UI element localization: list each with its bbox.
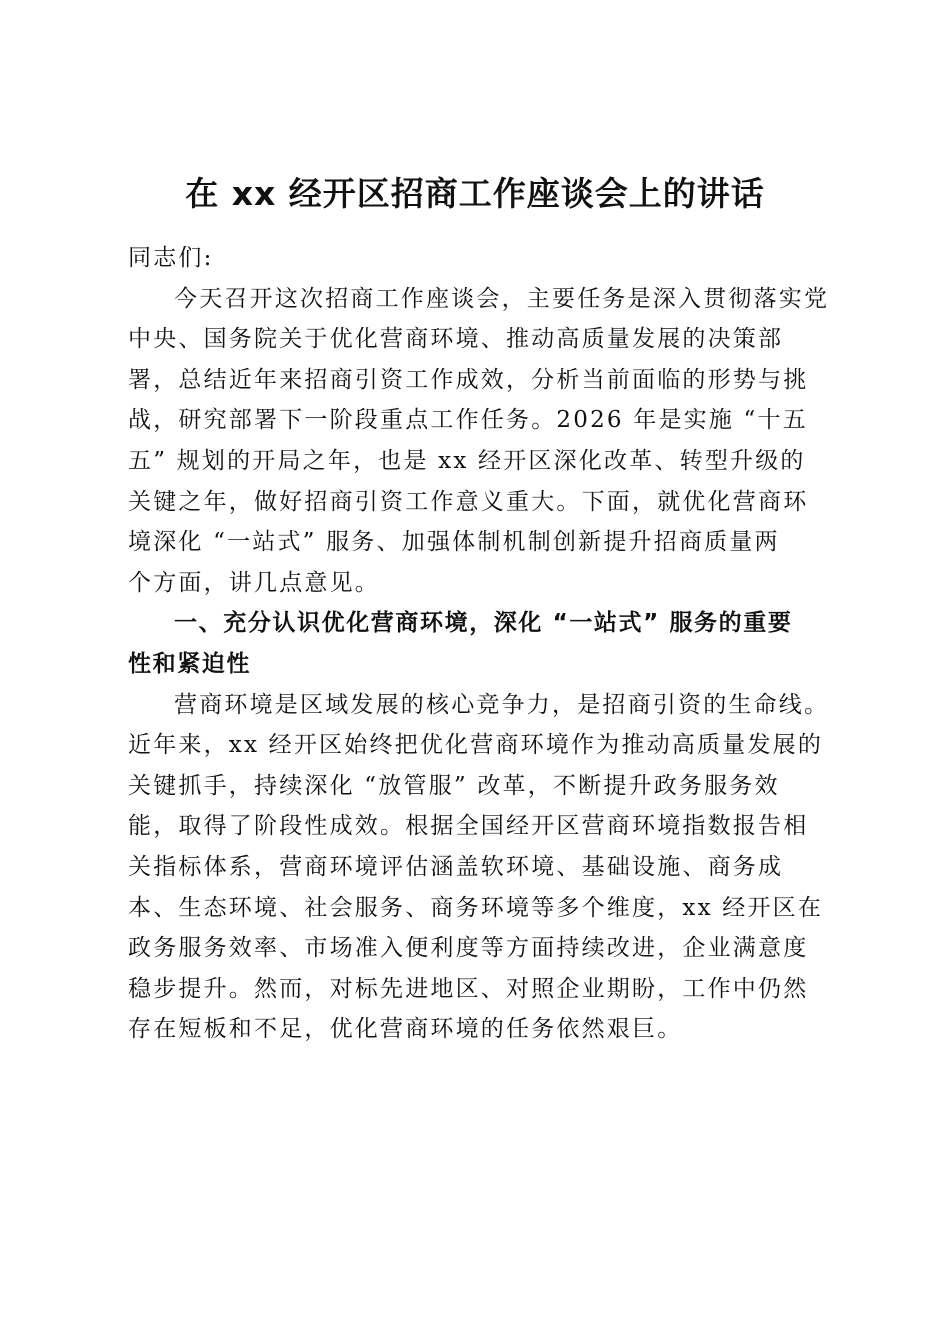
paragraph-line: 战，研究部署下一阶段重点工作任务。2026 年是实施 “十五 [128, 407, 808, 434]
paragraph-line: 稳步提升。然而，对标先进地区、对照企业期盼，工作中仍然 [128, 975, 809, 1002]
paragraph-line: 署，总结近年来招商引资工作成效，分析当前面临的形势与挑 [128, 366, 809, 393]
salutation: 同志们: [128, 245, 214, 271]
paragraph-line: 政务服务效率、市场准入便利度等方面持续改进，企业满意度 [128, 935, 809, 962]
section-heading-line: 性和紧迫性 [128, 650, 251, 677]
paragraph-line: 五” 规划的开局之年，也是 xx 经开区深化改革、转型升级的 [128, 447, 806, 474]
paragraph-line: 本、生态环境、社会服务、商务环境等多个维度，xx 经开区在 [128, 894, 824, 921]
paragraph-line: 能，取得了阶段性成效。根据全国经开区营商环境指数报告相 [128, 813, 809, 840]
paragraph-line: 关指标体系，营商环境评估涵盖软环境、基础设施、商务成 [128, 853, 784, 880]
paragraph-line: 近年来，xx 经开区始终把优化营商环境作为推动高质量发展的 [128, 732, 824, 759]
paragraph-line: 存在短板和不足，优化营商环境的任务依然艰巨。 [128, 1016, 683, 1043]
paragraph-line: 个方面，讲几点意见。 [128, 569, 380, 596]
paragraph-line: 关键抓手，持续深化 “放管服” 改革，不断提升政务服务效 [128, 772, 780, 799]
paragraph-line: 营商环境是区域发展的核心竞争力，是招商引资的生命线。 [174, 691, 830, 718]
section-heading-line: 一、充分认识优化营商环境，深化 “一站式” 服务的重要 [174, 610, 793, 637]
page-title: 在 xx 经开区招商工作座谈会上的讲话 [185, 174, 765, 213]
paragraph-line: 中央、国务院关于优化营商环境、推动高质量发展的决策部 [128, 326, 784, 353]
section-heading-1 [128, 603, 828, 684]
paragraph-line: 境深化 “一站式” 服务、加强体制机制创新提升招商质量两 [128, 529, 780, 556]
document-body [128, 238, 828, 1050]
paragraph-line: 今天召开这次招商工作座谈会，主要任务是深入贯彻落实党 [174, 285, 830, 312]
paragraph-business-environment [128, 685, 828, 1050]
paragraph-intro [128, 279, 828, 604]
paragraph-line: 关键之年，做好招商引资工作意义重大。下面，就优化营商环 [128, 488, 809, 515]
